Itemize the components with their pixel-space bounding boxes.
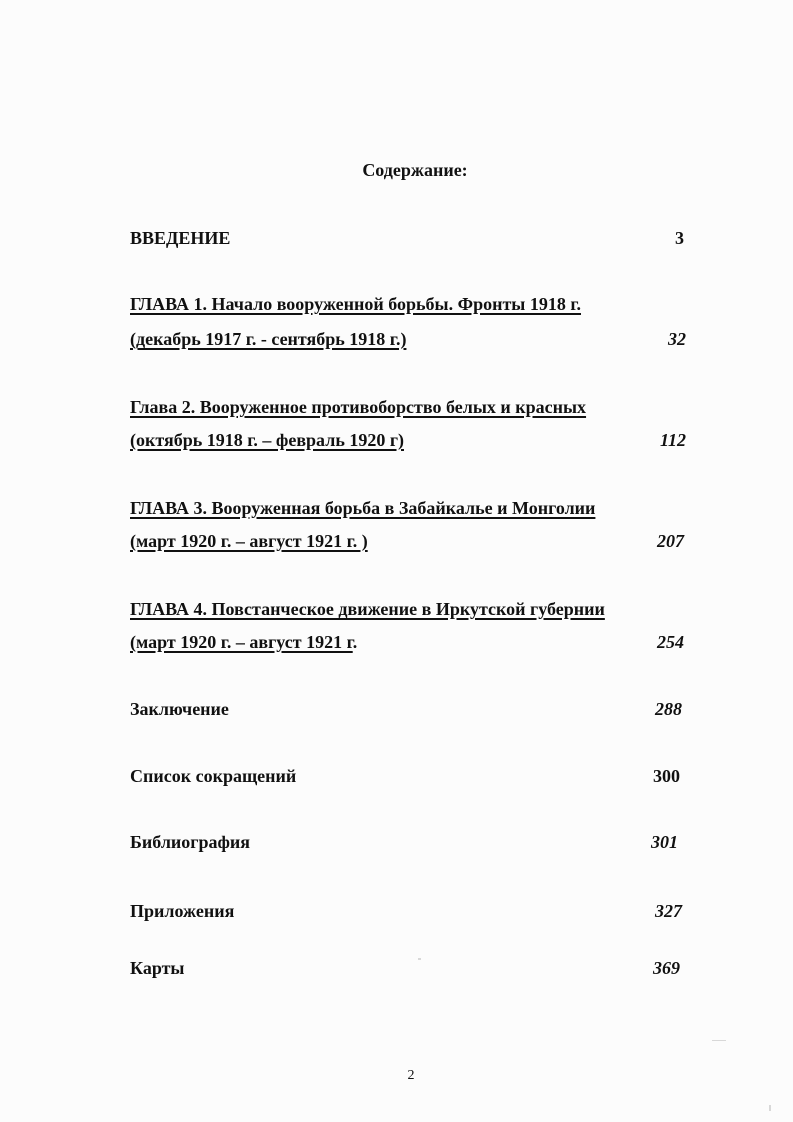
toc-entry-chapter-1-dates: [130, 327, 690, 351]
scan-speck: [418, 958, 421, 960]
toc-entry-page: 300: [653, 766, 680, 786]
toc-entry-title: ГЛАВА 3. Вооруженная борьба в Забайкалье и Монголии: [130, 498, 596, 518]
toc-entry-abbreviations: [130, 764, 690, 788]
toc-entry-introduction: [130, 226, 690, 250]
toc-entry-page: 112: [659, 430, 686, 450]
toc-entry-chapter-1: [130, 292, 690, 316]
toc-entry-page: 301: [651, 832, 678, 852]
toc-entry-chapter-3: [130, 496, 690, 520]
toc-entry-page: 3: [675, 228, 684, 248]
toc-entry-chapter-4: [130, 597, 690, 621]
toc-entry-page: 369: [653, 958, 680, 978]
toc-entry-chapter-4-dates: [130, 630, 690, 654]
contents-heading: Содержание:: [362, 160, 468, 180]
toc-entry-page: 327: [655, 901, 682, 921]
toc-entry-page: 207: [657, 531, 684, 551]
toc-entry-title: Библиография: [130, 832, 251, 852]
toc-entry-title: ГЛАВА 1. Начало вооруженной борьбы. Фронты 1918 г.: [130, 294, 581, 314]
page-number: 2: [407, 1068, 415, 1083]
toc-entry-page: 254: [657, 632, 684, 652]
toc-entry-chapter-2: [130, 395, 690, 419]
toc-entry-subtitle: (октябрь 1918 г. – февраль 1920 г): [130, 430, 404, 450]
toc-entry-title: Карты: [130, 958, 185, 978]
toc-entry-subtitle: (март 1920 г. – август 1921 г. ): [130, 531, 368, 551]
toc-entry-title: ГЛАВА 4. Повстанческое движение в Иркутской губернии: [130, 599, 605, 619]
toc-entry-page: 288: [655, 699, 682, 719]
toc-entry-chapter-2-dates: [130, 428, 690, 452]
toc-entry-title: Список сокращений: [130, 766, 297, 786]
toc-entry-title: Заключение: [130, 699, 229, 719]
toc-entry-chapter-3-dates: [130, 529, 690, 553]
toc-entry-title: Приложения: [130, 901, 235, 921]
toc-entry-subtitle: (март 1920 г. – август 1921 г.: [130, 632, 358, 652]
toc-entry-title: ВВЕДЕНИЕ: [130, 228, 231, 248]
toc-entry-conclusion: [130, 697, 690, 721]
scan-speck: [769, 1105, 771, 1111]
toc-entry-page: 32: [668, 329, 686, 349]
toc-entry-appendices: [130, 899, 690, 923]
toc-entry-subtitle: (декабрь 1917 г. - сентябрь 1918 г.): [130, 329, 407, 349]
toc-entry-title: Глава 2. Вооруженное противоборство белых и красных: [130, 397, 587, 417]
toc-entry-bibliography: [130, 830, 690, 854]
toc-entry-maps: [130, 956, 690, 980]
scan-speck: [712, 1040, 726, 1041]
